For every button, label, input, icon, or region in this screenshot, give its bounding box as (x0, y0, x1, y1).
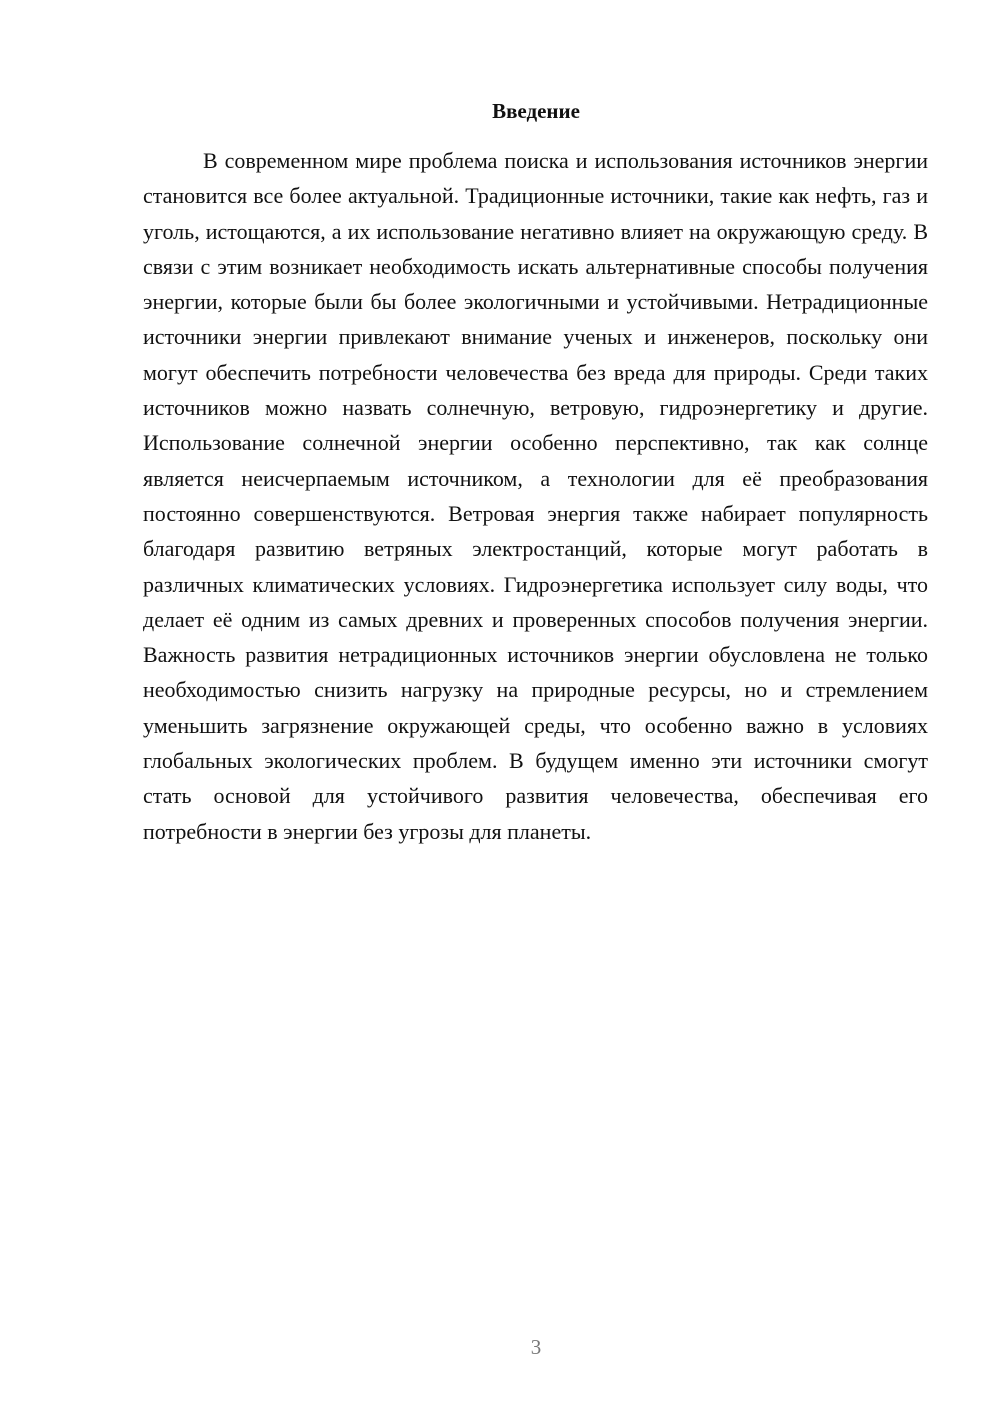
page-number: 3 (530, 1335, 542, 1359)
section-heading: Введение (492, 99, 580, 123)
body-paragraph: В современном мире проблема поиска и использования источников энергии становится все более актуальной. Традиционные источники, такие как нефть, газ и уголь, истощаются, а их использование негативно влияет на окружающую среду. В связи с этим возникает необходимость искать альтернативные способы получения энергии, которые были бы более экологичными и устойчивыми. Нетрадиционные источники энергии привлекают внимание ученых и инженеров, поскольку они могут обеспечить потребности человечества без вреда для природы. Среди таких источников можно назвать солнечную, ветровую, гидроэнергетику и другие. Использование солнечной энергии особенно перспективно, так как солнце является неисчерпаемым источником, а технологии для её преобразования постоянно совершенствуются. Ветровая энергия также набирает популярность благодаря развитию ветряных электростанций, которые могут работать в различных климатических условиях. Гидроэнергетика использует силу воды, что делает её одним из самых древних и проверенных способов получения энергии. Важность развития нетрадиционных источников энергии обусловлена не только необходимостью снизить нагрузку на природные ресурсы, но и стремлением уменьшить загрязнение окружающей среды, что особенно важно в условиях глобальных экологических проблем. В будущем именно эти источники смогут стать основой для устойчивого развития человечества, обеспечивая его потребности в энергии без угрозы для планеты. (143, 148, 928, 844)
